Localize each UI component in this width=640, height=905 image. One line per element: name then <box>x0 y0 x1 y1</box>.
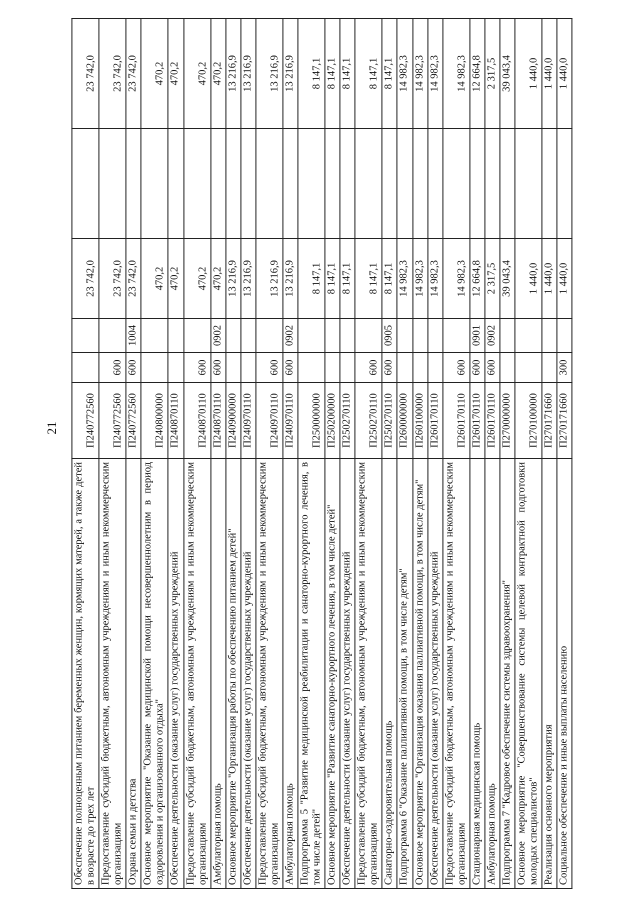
section-cell <box>241 319 256 353</box>
section-cell <box>340 319 355 353</box>
table-row <box>256 19 283 889</box>
expense-type-cell: 600 <box>382 353 397 383</box>
change-cell <box>72 129 99 239</box>
target-article-cell: П240970110 <box>241 383 256 459</box>
expense-type-cell <box>412 353 427 383</box>
total-amount-cell: 14 982,3 <box>412 19 427 129</box>
row-name-cell: Предоставление субсидий бюджетным, автономным учреждениям и иным некоммерческим организациям <box>443 459 470 889</box>
row-name-cell: Охрана семьи и детства <box>126 459 141 889</box>
amount-cell: 23 742,0 <box>126 239 141 319</box>
total-amount-cell: 13 216,9 <box>226 19 241 129</box>
amount-cell: 23 742,0 <box>72 239 99 319</box>
amount-cell: 8 147,1 <box>298 239 325 319</box>
table-row <box>168 19 183 889</box>
section-cell <box>325 319 340 353</box>
expense-type-cell: 600 <box>443 353 470 383</box>
expense-type-cell <box>515 353 542 383</box>
table-row <box>211 19 226 889</box>
amount-cell: 8 147,1 <box>325 239 340 319</box>
change-cell <box>500 129 515 239</box>
row-name-cell: Амбулаторная помощь <box>283 459 298 889</box>
table-row <box>515 19 542 889</box>
section-cell <box>99 319 126 353</box>
target-article-cell: П250200000 <box>325 383 340 459</box>
row-name-cell: Подпрограмма 6 "Оказание паллиативной помощи, в том числе детям" <box>397 459 412 889</box>
table-row <box>397 19 412 889</box>
row-name-cell: Основное мероприятие "Совершенствование системы целевой контрактной подготовки молодых специалистов" <box>515 459 542 889</box>
total-amount-cell: 13 216,9 <box>283 19 298 129</box>
target-article-cell: П260170110 <box>427 383 442 459</box>
section-cell <box>412 319 427 353</box>
row-name-cell: Обеспечение деятельности (оказание услуг) государственных учреждений <box>427 459 442 889</box>
table-row <box>542 19 557 889</box>
expense-type-cell <box>397 353 412 383</box>
total-amount-cell: 14 982,3 <box>443 19 470 129</box>
total-amount-cell: 8 147,1 <box>355 19 382 129</box>
section-cell <box>557 319 572 353</box>
total-amount-cell: 2 317,5 <box>485 19 500 129</box>
change-cell <box>397 129 412 239</box>
table-row <box>443 19 470 889</box>
expense-type-cell: 600 <box>99 353 126 383</box>
table-row <box>325 19 340 889</box>
row-name-cell: Стационарная медицинская помощь <box>470 459 485 889</box>
expense-type-cell: 600 <box>485 353 500 383</box>
change-cell <box>226 129 241 239</box>
change-cell <box>340 129 355 239</box>
row-name-cell: Предоставление субсидий бюджетным, автономным учреждениям и иным некоммерческим организациям <box>99 459 126 889</box>
amount-cell: 14 982,3 <box>397 239 412 319</box>
expense-type-cell <box>226 353 241 383</box>
target-article-cell: П240870110 <box>168 383 183 459</box>
target-article-cell: П260000000 <box>397 383 412 459</box>
expense-type-cell: 600 <box>283 353 298 383</box>
total-amount-cell: 470,2 <box>141 19 168 129</box>
section-cell <box>443 319 470 353</box>
expense-type-cell <box>427 353 442 383</box>
target-article-cell: П240772560 <box>126 383 141 459</box>
change-cell <box>99 129 126 239</box>
table-row <box>283 19 298 889</box>
row-name-cell: Реализация основного мероприятия <box>542 459 557 889</box>
change-cell <box>298 129 325 239</box>
change-cell <box>325 129 340 239</box>
change-cell <box>355 129 382 239</box>
table-row <box>355 19 382 889</box>
target-article-cell: П260170110 <box>443 383 470 459</box>
expense-type-cell <box>241 353 256 383</box>
expense-type-cell: 600 <box>355 353 382 383</box>
table-row <box>557 19 572 889</box>
change-cell <box>141 129 168 239</box>
total-amount-cell: 470,2 <box>183 19 210 129</box>
expense-type-cell: 600 <box>256 353 283 383</box>
table-row <box>340 19 355 889</box>
row-name-cell: Социальное обеспечение и иные выплаты населению <box>557 459 572 889</box>
table-row <box>298 19 325 889</box>
target-article-cell: П240772560 <box>99 383 126 459</box>
amount-cell: 470,2 <box>168 239 183 319</box>
target-article-cell: П250270110 <box>355 383 382 459</box>
total-amount-cell: 1 440,0 <box>557 19 572 129</box>
row-name-cell: Предоставление субсидий бюджетным, автономным учреждениям и иным некоммерческим организациям <box>256 459 283 889</box>
row-name-cell: Основное мероприятие "Организация оказания паллиативной помощи, в том числе детям" <box>412 459 427 889</box>
change-cell <box>412 129 427 239</box>
section-cell <box>355 319 382 353</box>
change-cell <box>542 129 557 239</box>
table-row <box>485 19 500 889</box>
section-cell <box>183 319 210 353</box>
table-row <box>141 19 168 889</box>
row-name-cell: Обеспечение деятельности (оказание услуг) государственных учреждений <box>168 459 183 889</box>
total-amount-cell: 8 147,1 <box>340 19 355 129</box>
change-cell <box>515 129 542 239</box>
row-name-cell: Обеспечение деятельности (оказание услуг) государственных учреждений <box>241 459 256 889</box>
change-cell <box>485 129 500 239</box>
target-article-cell: П270171660 <box>557 383 572 459</box>
row-name-cell: Амбулаторная помощь <box>211 459 226 889</box>
row-name-cell: Основное мероприятие "Развитие санаторно-курортного лечения, в том числе детей" <box>325 459 340 889</box>
total-amount-cell: 1 440,0 <box>515 19 542 129</box>
change-cell <box>427 129 442 239</box>
total-amount-cell: 470,2 <box>211 19 226 129</box>
row-name-cell: Предоставление субсидий бюджетным, автономным учреждениям и иным некоммерческим организациям <box>355 459 382 889</box>
change-cell <box>557 129 572 239</box>
row-name-cell: Предоставление субсидий бюджетным, автономным учреждениям и иным некоммерческим организациям <box>183 459 210 889</box>
section-cell <box>226 319 241 353</box>
amount-cell: 39 043,4 <box>500 239 515 319</box>
amount-cell: 8 147,1 <box>355 239 382 319</box>
table-row <box>470 19 485 889</box>
expense-type-cell: 600 <box>211 353 226 383</box>
change-cell <box>168 129 183 239</box>
section-cell: 0901 <box>470 319 485 353</box>
total-amount-cell: 23 742,0 <box>99 19 126 129</box>
total-amount-cell: 8 147,1 <box>325 19 340 129</box>
row-name-cell: Амбулаторная помощь <box>485 459 500 889</box>
amount-cell: 14 982,3 <box>412 239 427 319</box>
change-cell <box>126 129 141 239</box>
target-article-cell: П240900000 <box>226 383 241 459</box>
total-amount-cell: 23 742,0 <box>126 19 141 129</box>
change-cell <box>382 129 397 239</box>
amount-cell: 8 147,1 <box>340 239 355 319</box>
section-cell: 0902 <box>485 319 500 353</box>
amount-cell: 470,2 <box>141 239 168 319</box>
section-cell <box>397 319 412 353</box>
change-cell <box>443 129 470 239</box>
expense-type-cell: 300 <box>557 353 572 383</box>
section-cell <box>168 319 183 353</box>
amount-cell: 1 440,0 <box>542 239 557 319</box>
change-cell <box>183 129 210 239</box>
change-cell <box>241 129 256 239</box>
section-cell <box>542 319 557 353</box>
expense-type-cell <box>500 353 515 383</box>
row-name-cell: Основное мероприятие "Оказание медицинской помощи несовершеннолетним в период оздоровления и организованного отдыха" <box>141 459 168 889</box>
target-article-cell: П270171660 <box>542 383 557 459</box>
expense-type-cell: 600 <box>126 353 141 383</box>
table-row <box>126 19 141 889</box>
total-amount-cell: 39 043,4 <box>500 19 515 129</box>
amount-cell: 8 147,1 <box>382 239 397 319</box>
target-article-cell: П250270110 <box>340 383 355 459</box>
table-row <box>183 19 210 889</box>
amount-cell: 13 216,9 <box>241 239 256 319</box>
section-cell <box>500 319 515 353</box>
target-article-cell: П250000000 <box>298 383 325 459</box>
total-amount-cell: 23 742,0 <box>72 19 99 129</box>
section-cell <box>515 319 542 353</box>
total-amount-cell: 470,2 <box>168 19 183 129</box>
section-cell: 0902 <box>283 319 298 353</box>
row-name-cell: Основное мероприятие "Организация работы по обеспечению питанием детей" <box>226 459 241 889</box>
target-article-cell: П240870110 <box>211 383 226 459</box>
target-article-cell: П240772560 <box>72 383 99 459</box>
expense-type-cell <box>141 353 168 383</box>
expense-type-cell <box>340 353 355 383</box>
expense-type-cell: 600 <box>183 353 210 383</box>
expense-type-cell <box>298 353 325 383</box>
table-row <box>500 19 515 889</box>
target-article-cell: П240870110 <box>183 383 210 459</box>
target-article-cell: П240970110 <box>283 383 298 459</box>
table-body <box>72 19 572 889</box>
expense-type-cell <box>542 353 557 383</box>
section-cell: 0905 <box>382 319 397 353</box>
page-number: 21 <box>44 421 59 435</box>
target-article-cell: П260170110 <box>485 383 500 459</box>
total-amount-cell: 1 440,0 <box>542 19 557 129</box>
row-name-cell: Обеспечение деятельности (оказание услуг) государственных учреждений <box>340 459 355 889</box>
target-article-cell: П240970110 <box>256 383 283 459</box>
amount-cell: 1 440,0 <box>515 239 542 319</box>
section-cell <box>72 319 99 353</box>
table-row <box>412 19 427 889</box>
table-row <box>72 19 99 889</box>
expense-type-cell <box>72 353 99 383</box>
section-cell <box>427 319 442 353</box>
expense-type-cell <box>325 353 340 383</box>
total-amount-cell: 8 147,1 <box>298 19 325 129</box>
section-cell: 0902 <box>211 319 226 353</box>
amount-cell: 14 982,3 <box>443 239 470 319</box>
amount-cell: 23 742,0 <box>99 239 126 319</box>
amount-cell: 13 216,9 <box>256 239 283 319</box>
amount-cell: 14 982,3 <box>427 239 442 319</box>
amount-cell: 12 664,8 <box>470 239 485 319</box>
amount-cell: 1 440,0 <box>557 239 572 319</box>
total-amount-cell: 14 982,3 <box>397 19 412 129</box>
target-article-cell: П260170110 <box>470 383 485 459</box>
amount-cell: 2 317,5 <box>485 239 500 319</box>
total-amount-cell: 8 147,1 <box>382 19 397 129</box>
row-name-cell: Обеспечение полноценным питанием беременных женщин, кормящих матерей, а также детей в возрасте до трех лет <box>72 459 99 889</box>
target-article-cell: П270100000 <box>515 383 542 459</box>
row-name-cell: Подпрограмма 5 "Развитие медицинской реабилитации и санаторно-курортного лечения, в том числе детей" <box>298 459 325 889</box>
section-cell <box>141 319 168 353</box>
amount-cell: 13 216,9 <box>283 239 298 319</box>
total-amount-cell: 13 216,9 <box>256 19 283 129</box>
change-cell <box>470 129 485 239</box>
total-amount-cell: 13 216,9 <box>241 19 256 129</box>
amount-cell: 13 216,9 <box>226 239 241 319</box>
target-article-cell: П240800000 <box>141 383 168 459</box>
section-cell <box>256 319 283 353</box>
change-cell <box>211 129 226 239</box>
target-article-cell: П270000000 <box>500 383 515 459</box>
expense-type-cell <box>168 353 183 383</box>
table-row <box>427 19 442 889</box>
row-name-cell: Санаторно-оздоровительная помощь <box>382 459 397 889</box>
row-name-cell: Подпрограмма 7 "Кадровое обеспечение системы здравоохранения" <box>500 459 515 889</box>
target-article-cell: П260100000 <box>412 383 427 459</box>
table-row <box>241 19 256 889</box>
table-row <box>382 19 397 889</box>
table-row <box>226 19 241 889</box>
expense-type-cell: 600 <box>470 353 485 383</box>
table-row <box>99 19 126 889</box>
total-amount-cell: 12 664,8 <box>470 19 485 129</box>
target-article-cell: П250270110 <box>382 383 397 459</box>
budget-table <box>71 18 572 889</box>
amount-cell: 470,2 <box>183 239 210 319</box>
change-cell <box>256 129 283 239</box>
section-cell <box>298 319 325 353</box>
section-cell: 1004 <box>126 319 141 353</box>
budget-table-container <box>71 19 572 889</box>
amount-cell: 470,2 <box>211 239 226 319</box>
total-amount-cell: 14 982,3 <box>427 19 442 129</box>
change-cell <box>283 129 298 239</box>
